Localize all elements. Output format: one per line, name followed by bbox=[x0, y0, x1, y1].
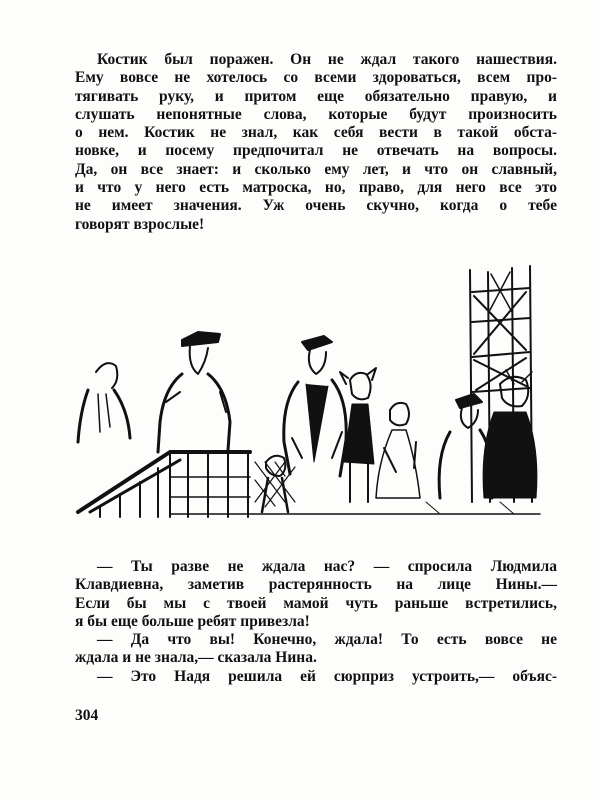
top-paragraph bbox=[75, 51, 557, 234]
text-line: Костик был поражен. Он не ждал такого нашествия. bbox=[97, 51, 557, 68]
page-number: 304 bbox=[75, 707, 99, 724]
text-line: не имеет значения. Уж очень скучно, когда о тебе bbox=[75, 197, 557, 215]
text-line: новке, и посему предпочитал не отвечать на вопросы. bbox=[75, 142, 557, 160]
crowd-illustration bbox=[70, 262, 558, 524]
text-line: Ему вовсе не хотелось со всеми здороваться, всем про- bbox=[75, 69, 557, 87]
text-line: и что у него есть матроска, но, право, для него все это bbox=[75, 179, 557, 197]
text-line: ждала и не знала,— сказала Нина. bbox=[75, 649, 317, 667]
text-line: — Ты разве не ждала нас? — спросила Людмила bbox=[97, 558, 557, 575]
text-line: слушать непонятные слова, которые будут произносить bbox=[75, 105, 557, 123]
text-line: Если бы мы с твоей мамой чуть раньше встретились, bbox=[75, 594, 557, 612]
text-line: — Да что вы! Конечно, ждала! То есть вовсе не bbox=[97, 631, 557, 649]
text-line: тягивать руку, и притом еще обязательно правую, и bbox=[75, 87, 557, 105]
text-line: Клавдиевна, заметив растерянность на лице Нины.— bbox=[75, 576, 557, 594]
text-line: я бы еще больше ребят привезла! bbox=[75, 612, 310, 630]
text-line: о нем. Костик не знал, как себя вести в такой обста- bbox=[75, 124, 557, 142]
dialogue-block bbox=[75, 558, 557, 686]
text-line: — Это Надя решила ей сюрприз устроить,— объяс- bbox=[97, 667, 557, 685]
text-line: говорят взрослые! bbox=[75, 215, 205, 233]
text-line: Да, он все знает: и сколько ему лет, и что он славный, bbox=[75, 160, 557, 178]
